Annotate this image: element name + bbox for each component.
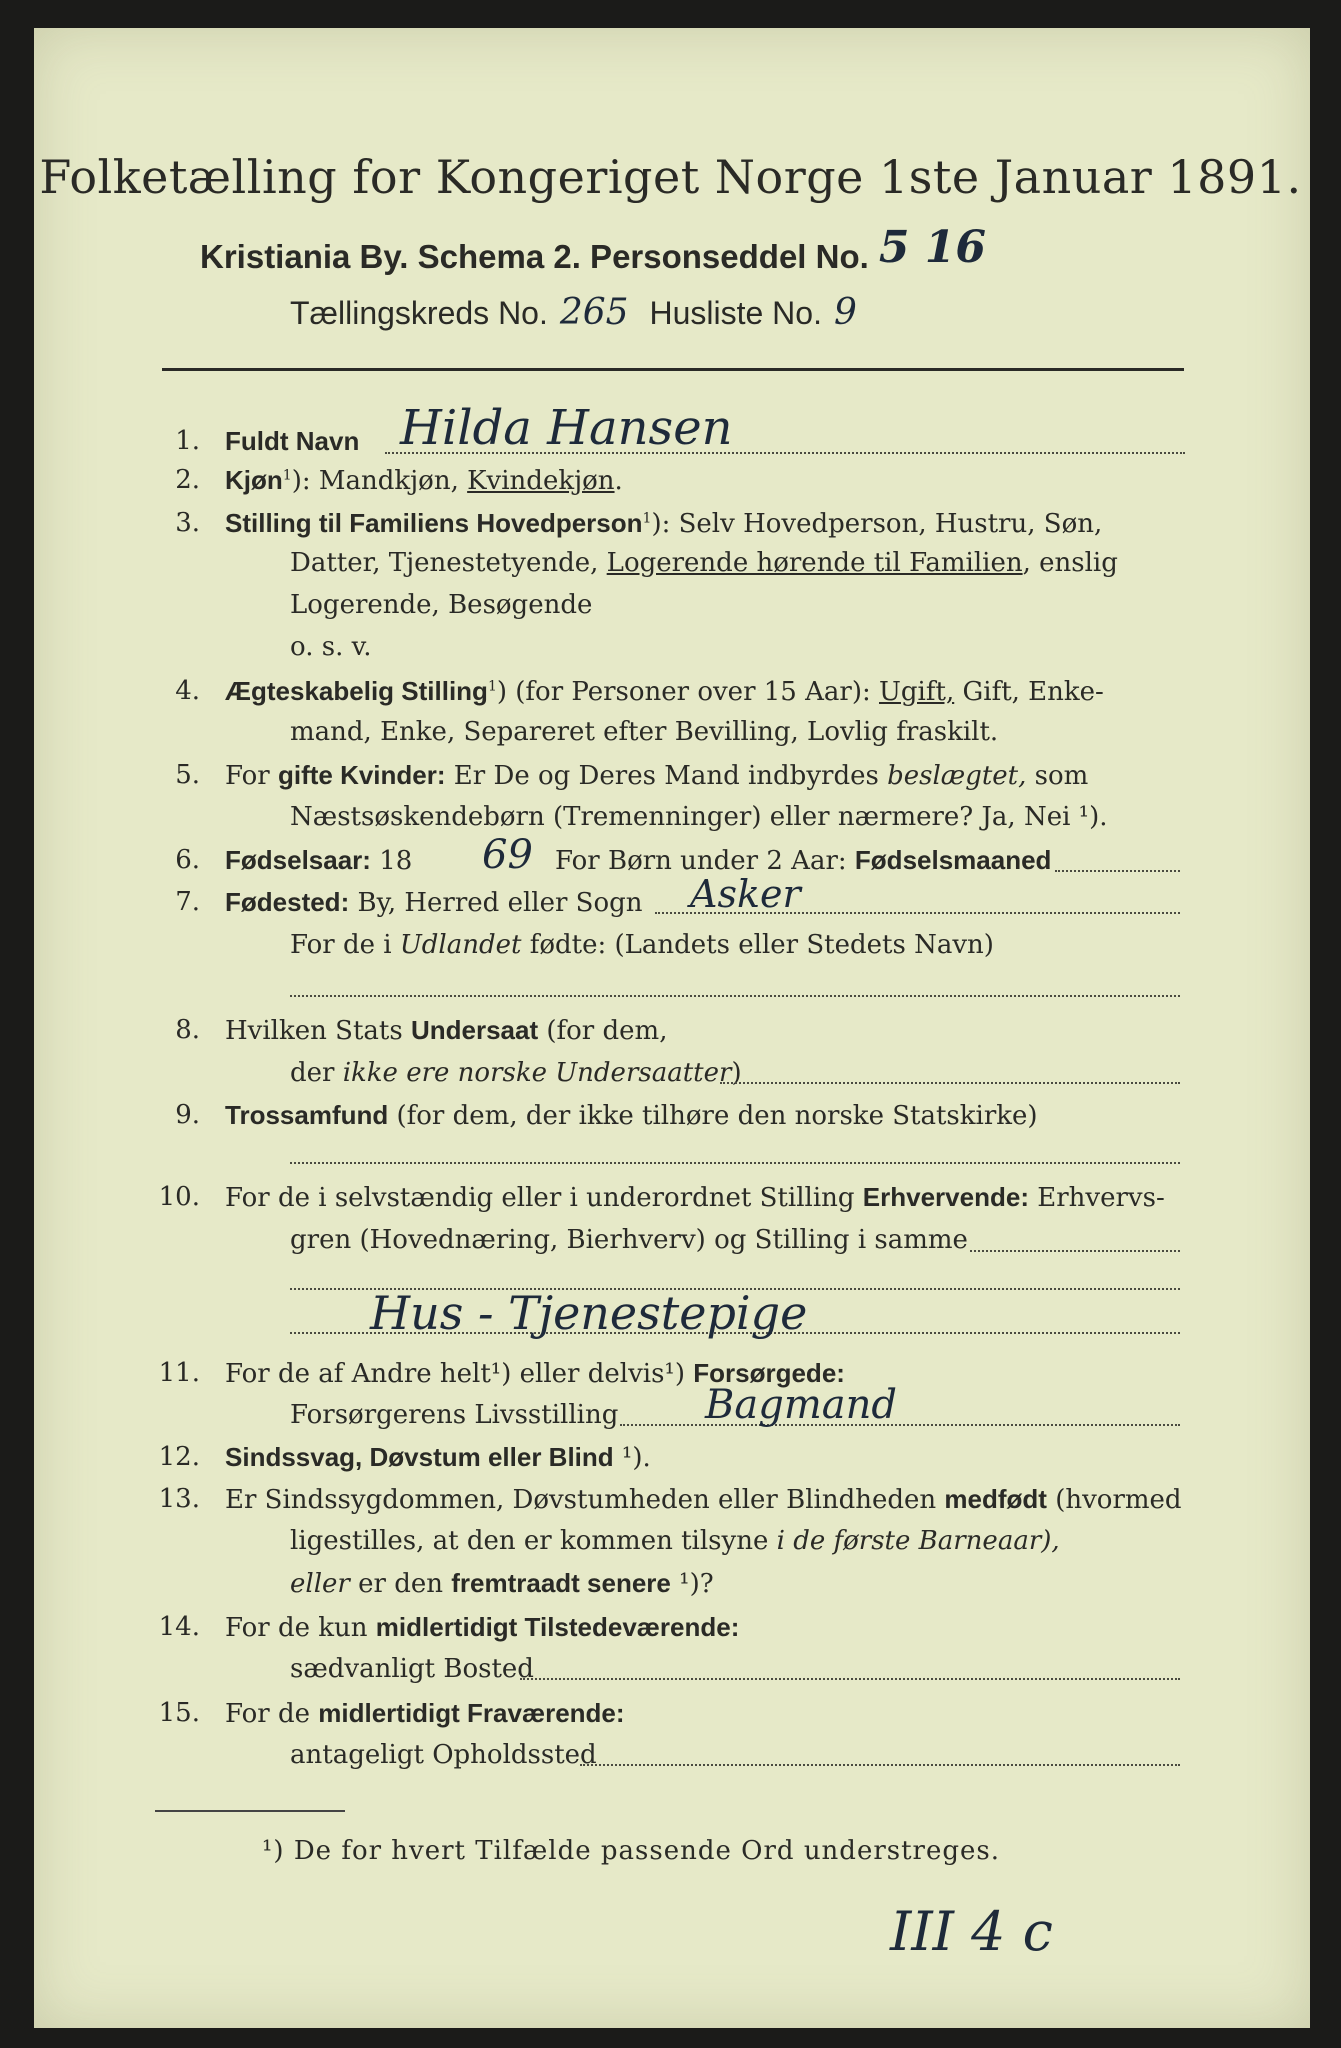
- citizenship-line-2: der ikke ere norske Undersaatter): [290, 1058, 742, 1088]
- gender-selected: Kvindekjøn: [467, 466, 615, 496]
- birth-year-line: Fødselsaar: 18: [225, 845, 413, 876]
- occupation-dots-1: [970, 1250, 1180, 1252]
- family-position-line-2: Datter, Tjenestetyende, Logerende hørende til Familien, enslig: [290, 548, 1118, 578]
- husliste-label: Husliste No.: [649, 295, 822, 331]
- citizenship-dots: [720, 1082, 1180, 1084]
- subtitle-text: Kristiania By. Schema 2. Personseddel No.: [200, 238, 869, 275]
- disability-line: Sindssvag, Døvstum eller Blind ¹).: [225, 1442, 651, 1473]
- footnote-rule: [155, 1810, 345, 1812]
- temp-absent-line: For de midlertidigt Fraværende:: [225, 1698, 625, 1729]
- item-number: 13.: [158, 1484, 200, 1514]
- congenital-line: Er Sindssygdommen, Døvstumheden eller Blindheden medfødt (hvormed: [225, 1484, 1182, 1515]
- form-title: Folketælling for Kongeriget Norge 1ste Januar 1891.: [39, 150, 1302, 204]
- full-name-label: Fuldt Navn: [225, 426, 360, 456]
- supporter-occupation-value: Bagmand: [705, 1382, 897, 1428]
- item-number: 2.: [175, 465, 200, 495]
- item-number: 9.: [175, 1100, 200, 1130]
- family-position-selected: Logerende hørende til Familien: [606, 548, 1023, 578]
- item-number: 15.: [158, 1698, 200, 1728]
- form-subtitle: [200, 222, 986, 279]
- birthplace-line-2: For de i Udlandet fødte: (Landets eller Stedets Navn): [290, 930, 994, 960]
- temp-present-line: For de kun midlertidigt Tilstedeværende:: [225, 1612, 740, 1643]
- supported-line-2: Forsørgerens Livsstilling: [290, 1400, 619, 1430]
- header-rule: [162, 368, 1184, 371]
- personseddel-number: 5 16: [878, 222, 986, 273]
- kreds-label: Tællingskreds No.: [290, 295, 548, 331]
- birth-month-dots: [1055, 870, 1180, 872]
- supported-line: For de af Andre helt¹) eller delvis¹) Forsørgede:: [225, 1358, 845, 1389]
- item-number: 11.: [158, 1358, 200, 1388]
- marital-status-line-2: mand, Enke, Separeret efter Bevilling, Lovlig fraskilt.: [290, 717, 999, 747]
- birth-year-value: 69: [482, 832, 533, 878]
- family-position-line-4: o. s. v.: [290, 632, 372, 662]
- husliste-number: 9: [833, 292, 857, 333]
- kreds-number: 265: [559, 292, 629, 333]
- item-number: 10.: [158, 1182, 200, 1212]
- marital-status-selected: Ugift,: [879, 677, 955, 707]
- temp-absent-line-2: antageligt Opholdssted: [290, 1740, 597, 1770]
- congenital-line-3: eller er den fremtraadt senere ¹)?: [290, 1568, 714, 1599]
- item-number: 1.: [175, 426, 200, 456]
- item-number: 3.: [175, 508, 200, 538]
- archive-annotation: III 4 c: [890, 1900, 1053, 1963]
- family-position-line-3: Logerende, Besøgende: [290, 590, 593, 620]
- citizenship-line: Hvilken Stats Undersaat (for dem,: [225, 1015, 668, 1046]
- item-number: 6.: [175, 845, 200, 875]
- item-number: 4.: [175, 676, 200, 706]
- occupation-line: For de i selvstændig eller i underordnet Stilling Erhvervende: Erhvervs-: [225, 1182, 1165, 1213]
- birth-month-line: For Børn under 2 Aar: Fødselsmaaned: [555, 845, 1052, 876]
- married-women-line-2: Næstsøskendebørn (Tremenninger) eller nærmere? Ja, Nei ¹).: [290, 802, 1108, 832]
- footnote: ¹) De for hvert Tilfælde passende Ord understreges.: [262, 1836, 1001, 1866]
- probable-residence-dots: [580, 1764, 1180, 1766]
- occupation-value: Hus - Tjenestepige: [370, 1286, 808, 1340]
- kreds-line: [290, 292, 857, 333]
- item-number: 14.: [158, 1612, 200, 1642]
- married-women-line: For gifte Kvinder: Er De og Deres Mand indbyrdes beslægtet, som: [225, 760, 1089, 791]
- marital-status-line: Ægteskabelig Stilling$^1$) (for Personer over 15 Aar): Ugift, Gift, Enke-: [225, 676, 1104, 707]
- gender-line: Kjøn$^1$): Mandkjøn, Kvindekjøn.: [225, 465, 623, 496]
- birthplace-value: Asker: [690, 872, 801, 916]
- item-number: 7.: [175, 887, 200, 917]
- item-number: 8.: [175, 1015, 200, 1045]
- occupation-line-2: gren (Hovednæring, Bierhverv) og Stilling i samme: [290, 1225, 968, 1255]
- usual-residence-dots: [520, 1678, 1180, 1680]
- birthplace-line: Fødested: By, Herred eller Sogn: [225, 887, 643, 918]
- item-number: 5.: [175, 760, 200, 790]
- item-number: 12.: [158, 1442, 200, 1472]
- temp-present-line-2: sædvanligt Bosted: [290, 1654, 534, 1684]
- religion-line: Trossamfund (for dem, der ikke tilhøre den norske Statskirke): [225, 1100, 1038, 1131]
- religion-dots: [290, 1162, 1180, 1164]
- full-name-value: Hilda Hansen: [400, 400, 733, 456]
- congenital-line-2: ligestilles, at den er kommen tilsyne i de første Barneaar),: [290, 1526, 1060, 1556]
- birthplace-foreign-dots: [290, 995, 1180, 997]
- supporter-dots: [620, 1424, 1180, 1426]
- family-position-line: Stilling til Familiens Hovedperson$^1$): Selv Hovedperson, Hustru, Søn,: [225, 508, 1103, 539]
